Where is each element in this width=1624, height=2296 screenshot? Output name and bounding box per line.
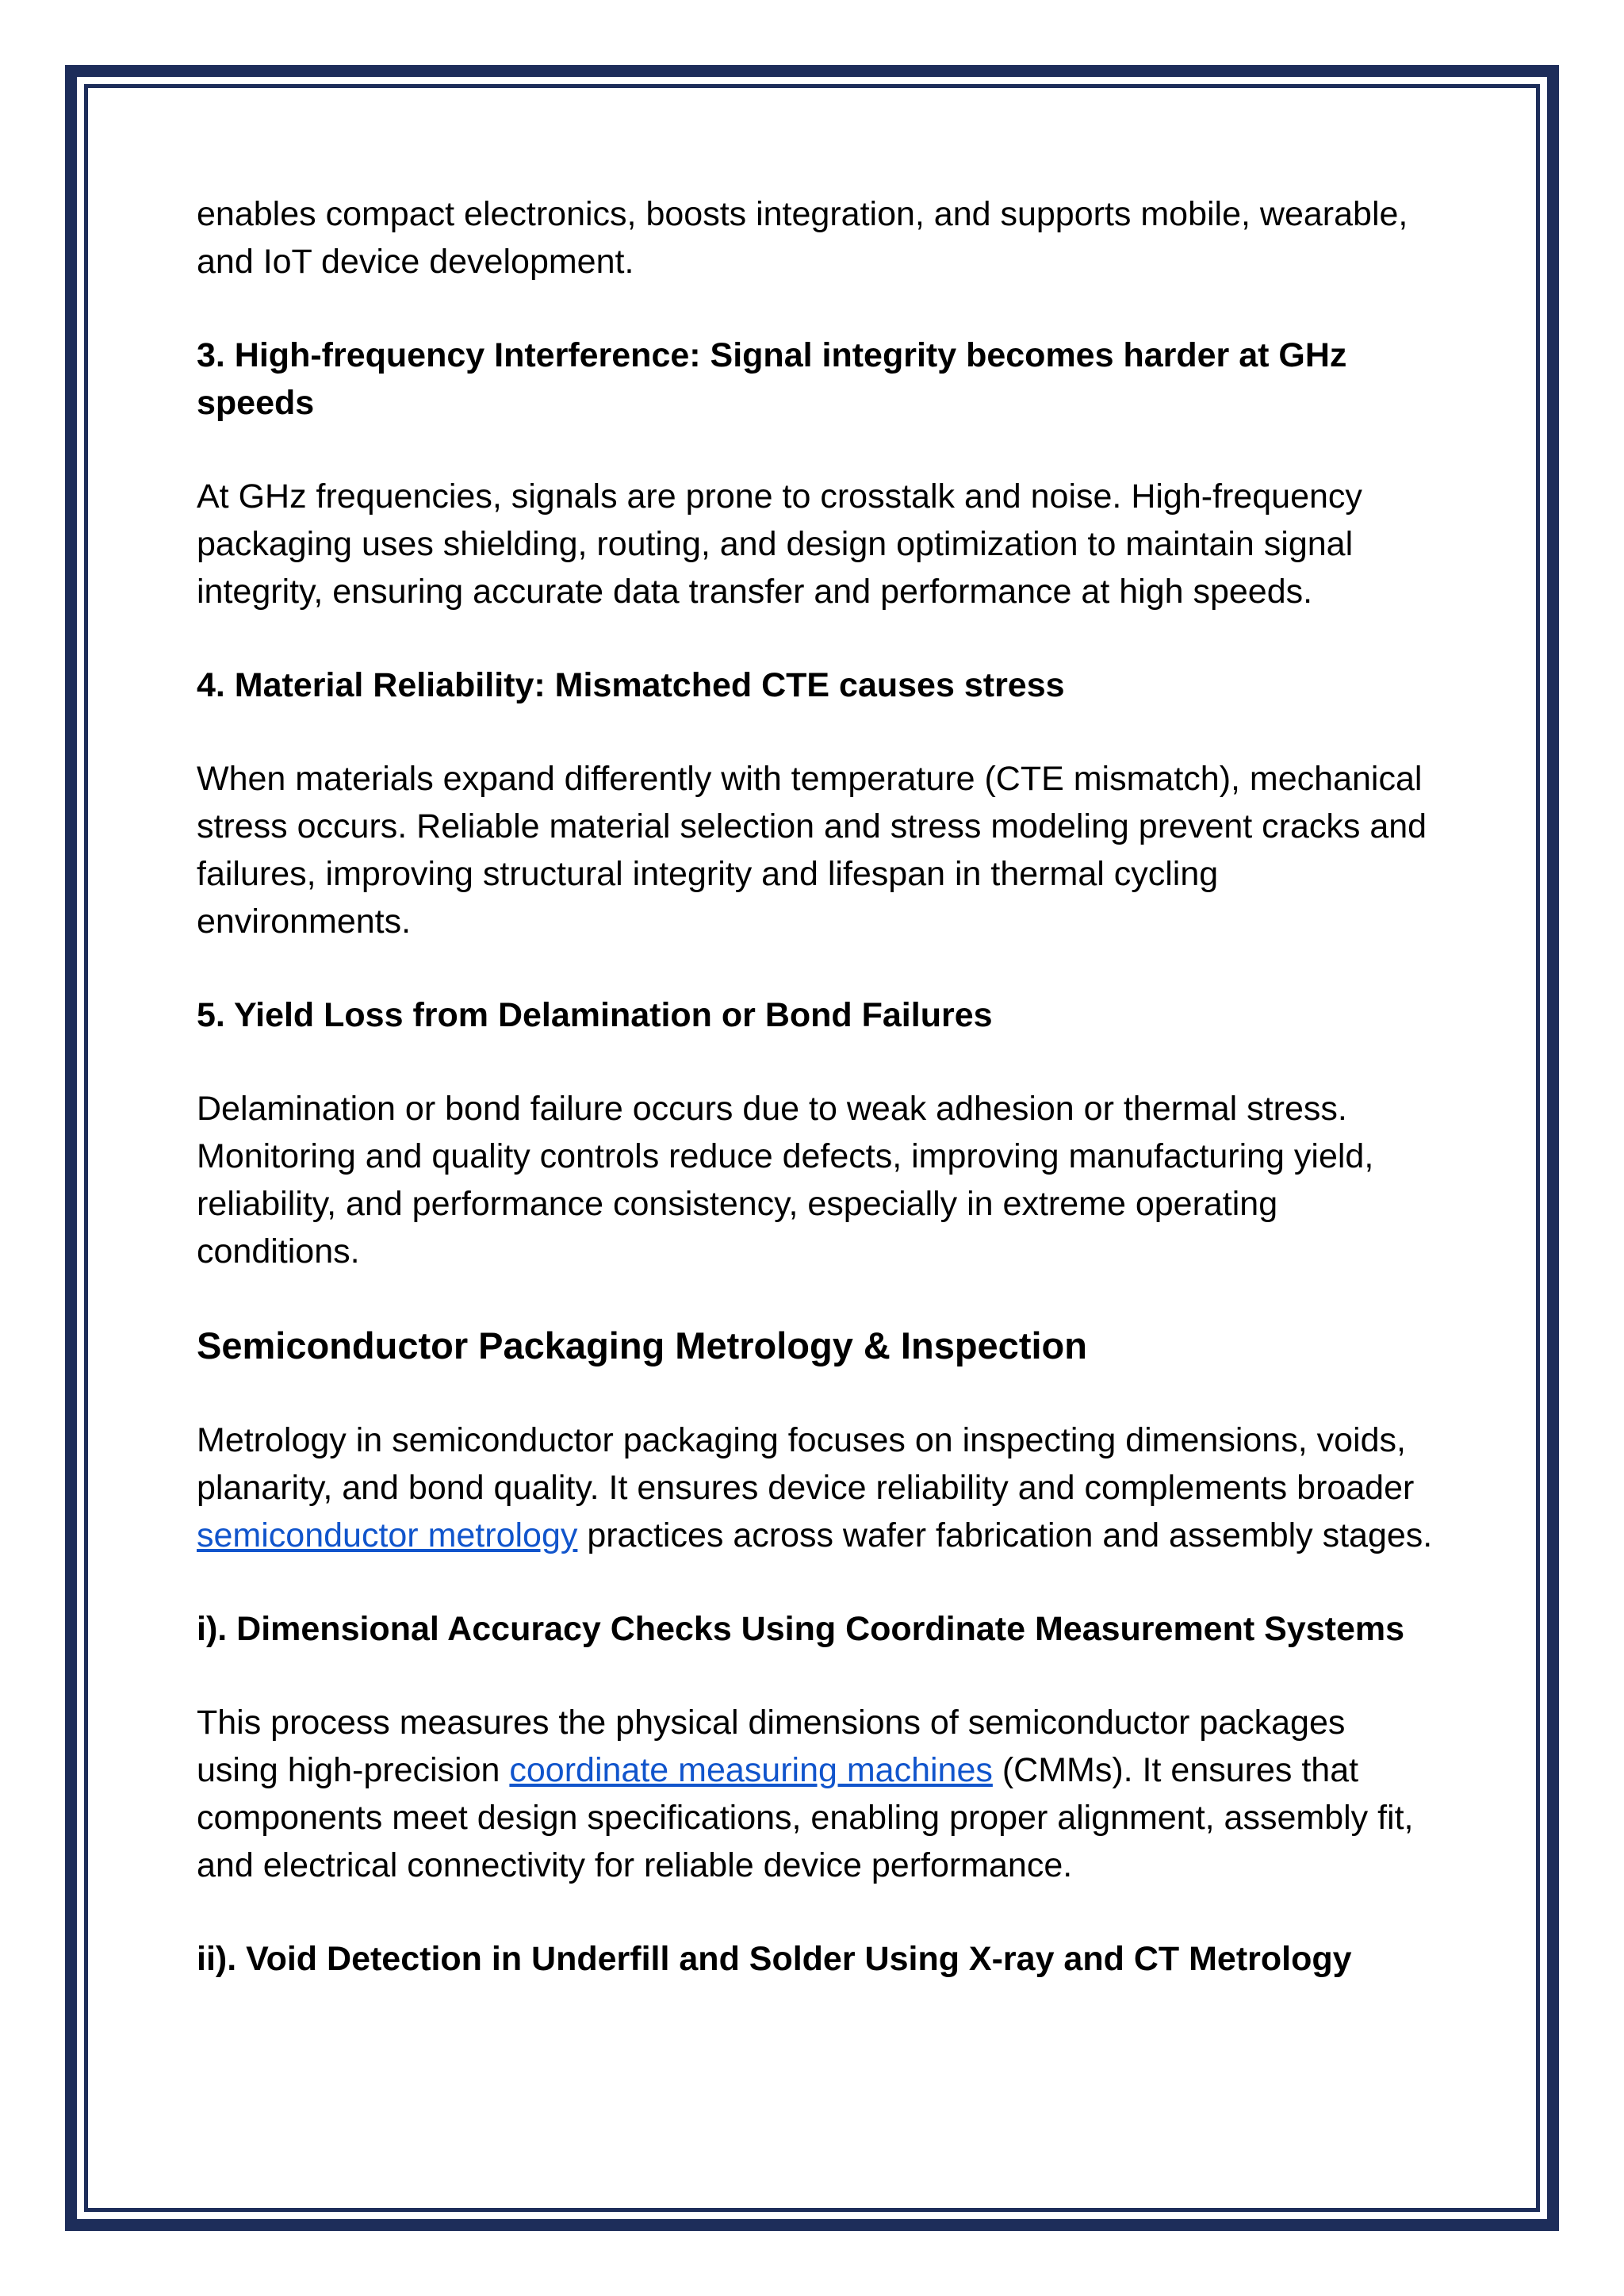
paragraph-high-frequency: At GHz frequencies, signals are prone to crosstalk and noise. High-frequency packaging uses shielding, routing, and design optimization to maintain signal integrity, ensuring accurate data transfer and performance at high speeds. <box>197 477 1362 611</box>
paragraph-dimensional-text-after: (CMMs). It ensures that components meet design specifications, enabling proper alignment, assembly fit, and electrical connectivity for reliable device performance. <box>197 1751 1414 1884</box>
heading-yield-loss: 5. Yield Loss from Delamination or Bond Failures <box>197 996 993 1034</box>
section-title-metrology: Semiconductor Packaging Metrology & Inspection <box>197 1324 1087 1366</box>
paragraph-metrology-text-before: Metrology in semiconductor packaging focuses on inspecting dimensions, voids, planarity, and bond quality. It ensures device reliability and complements broader <box>197 1421 1415 1507</box>
heading-dimensional-accuracy: i). Dimensional Accuracy Checks Using Coordinate Measurement Systems <box>197 1610 1405 1648</box>
heading-material-reliability: 4. Material Reliability: Mismatched CTE causes stress <box>197 666 1065 704</box>
semiconductor-metrology-link[interactable]: semiconductor metrology <box>197 1516 578 1554</box>
paragraph-metrology <box>197 1416 1434 1559</box>
paragraph-continuation: enables compact electronics, boosts integration, and supports mobile, wearable, and IoT device development. <box>197 195 1408 281</box>
heading-void-detection: ii). Void Detection in Underfill and Solder Using X-ray and CT Metrology <box>197 1940 1352 1978</box>
document-body <box>197 190 1434 1983</box>
paragraph-dimensional-accuracy <box>197 1699 1434 1889</box>
paragraph-yield-loss: Delamination or bond failure occurs due to weak adhesion or thermal stress. Monitoring and quality controls reduce defects, improving manufacturing yield, reliability, and performance consistency, especially in extreme operating conditions. <box>197 1090 1374 1271</box>
paragraph-material-reliability: When materials expand differently with temperature (CTE mismatch), mechanical stress occurs. Reliable material selection and stress modeling prevent cracks and failures, improving structural integrity and lifespan in thermal cycling environments. <box>197 760 1427 941</box>
heading-high-frequency-interference: 3. High-frequency Interference: Signal integrity becomes harder at GHz speeds <box>197 336 1347 422</box>
coordinate-measuring-machines-link[interactable]: coordinate measuring machines <box>509 1751 993 1789</box>
paragraph-metrology-text-after: practices across wafer fabrication and assembly stages. <box>577 1516 1433 1554</box>
paragraph-dimensional-text-before: This process measures the physical dimensions of semiconductor packages using high-precision <box>197 1704 1346 1789</box>
